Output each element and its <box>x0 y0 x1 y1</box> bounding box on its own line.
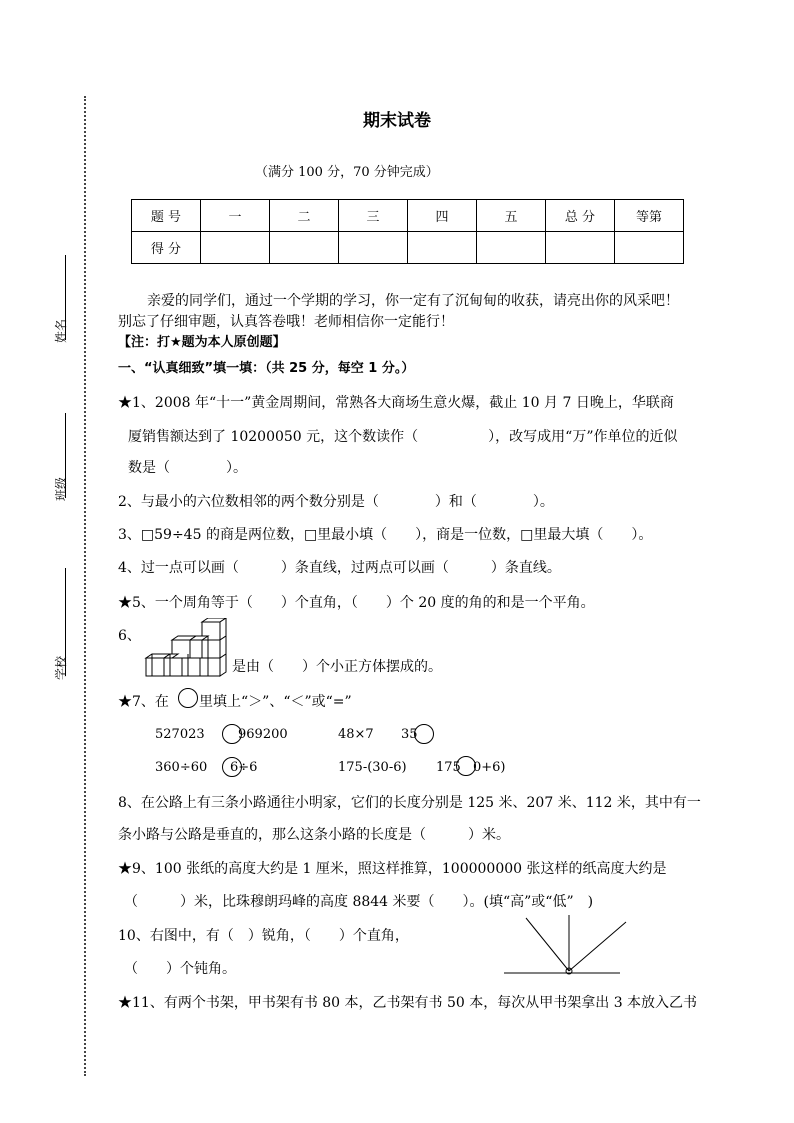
score-input-cell[interactable] <box>201 232 270 264</box>
score-table <box>131 199 684 264</box>
score-input-cell[interactable] <box>615 232 684 264</box>
cube <box>146 658 164 676</box>
cube-side <box>220 654 226 676</box>
q7-r1-c3-left: 35 <box>401 727 418 742</box>
question-9-line-1: ★9、100 张纸的高度大约是 1 厘米，照这样推算，100000000 张这样的纸高度大约是 <box>118 861 667 877</box>
question-10-line-1: 10、右图中，有（ ）锐角，（ ）个直角， <box>118 928 409 944</box>
score-input-cell[interactable] <box>408 232 477 264</box>
table-cell: 二 <box>270 200 339 232</box>
score-table-score-row <box>132 232 684 264</box>
binding-dotted-line <box>84 96 86 1076</box>
angle-figure <box>500 912 666 978</box>
school-field[interactable] <box>40 568 80 708</box>
compare-circle-answer[interactable] <box>414 724 434 744</box>
page-subtitle: （满分 100 分，70 分钟完成） <box>255 165 439 180</box>
intro-line-1: 亲爱的同学们，通过一个学期的学习，你一定有了沉甸甸的收获，请亮出你的风采吧！ <box>147 293 679 309</box>
ray-left <box>526 918 569 971</box>
question-6-text: 是由（ ）个小正方体摆成的。 <box>232 659 442 675</box>
table-cell: 等第 <box>615 200 684 232</box>
cube <box>182 658 200 676</box>
q7-r1-c2-left: 48×7 <box>338 727 374 742</box>
question-4: 4、过一点可以画（ ）条直线，过两点可以画（ ）条直线。 <box>118 560 561 576</box>
score-input-cell[interactable] <box>339 232 408 264</box>
score-table-header-row <box>132 200 684 232</box>
intro-line-2: 别忘了仔细审题，认真答卷哦！老师相信你一定能行！ <box>118 314 454 330</box>
table-cell: 得 分 <box>132 232 201 264</box>
question-7-prefix: ★7、在 <box>118 694 169 710</box>
table-cell: 总 分 <box>546 200 615 232</box>
question-8-line-1: 8、在公路上有三条小路通往小明家，它们的长度分别是 125 米、207 米、112 米，其中有一 <box>118 795 701 811</box>
q7-r2-c2-left: 175-(30-6) <box>338 760 407 775</box>
q7-r1-c1-right: 969200 <box>238 727 288 742</box>
question-2: 2、与最小的六位数相邻的两个数分别是（ ）和（ ）。 <box>118 494 554 510</box>
question-8-line-2: 条小路与公路是垂直的，那么这条小路的长度是（ ）米。 <box>118 827 510 843</box>
q7-r2-c1-left: 360÷60 <box>155 760 208 775</box>
q7-r1-c1-left: 527023 <box>155 727 205 742</box>
question-3: 3、□59÷45 的商是两位数，□里最小填（ ），商是一位数，□里最大填（ ）。 <box>118 527 653 543</box>
table-cell: 四 <box>408 200 477 232</box>
table-cell: 题 号 <box>132 200 201 232</box>
score-input-cell[interactable] <box>270 232 339 264</box>
question-10-line-2: （ ）个钝角。 <box>124 961 236 977</box>
table-cell: 三 <box>339 200 408 232</box>
question-1-line-1: ★1、2008 年“十一”黄金周期间，常熟各大商场生意火爆，截止 10 月 7 日晚上，华联商 <box>118 395 674 411</box>
cube-stack-figure <box>144 618 230 684</box>
question-5: ★5、一个周角等于（ ）个直角，（ ）个 20 度的角的和是一个平角。 <box>118 595 595 611</box>
cube <box>202 640 220 658</box>
question-9-line-2: （ ）米，比珠穆朗玛峰的高度 8844 米要（ ）。(填“高”或“低” ) <box>124 894 594 910</box>
name-label: 姓名 <box>54 318 68 343</box>
cube <box>200 658 220 676</box>
question-11: ★11、有两个书架，甲书架有书 80 本，乙书架有书 50 本，每次从甲书架拿出 3 本放入乙书 <box>118 995 698 1011</box>
question-1-line-2: 厦销售额达到了 10200050 元，这个数读作（ ），改写成用“万”作单位的近似 <box>128 429 678 445</box>
page-title: 期末试卷 <box>363 111 431 131</box>
table-cell: 一 <box>201 200 270 232</box>
question-7-instruction: 里填上“＞”、“＜”或“=” <box>199 694 352 710</box>
cube <box>164 658 182 676</box>
score-input-cell[interactable] <box>477 232 546 264</box>
score-input-cell[interactable] <box>546 232 615 264</box>
class-label: 班级 <box>54 476 68 501</box>
question-1-line-3: 数是（ ）。 <box>128 460 247 476</box>
school-label: 学校 <box>54 655 68 680</box>
q7-r2-c3-right: 0+6) <box>473 760 506 775</box>
q7-r2-c1-right: 6÷6 <box>230 760 258 775</box>
compare-circle <box>178 688 198 708</box>
name-field[interactable] <box>40 255 80 375</box>
table-cell: 五 <box>477 200 546 232</box>
intro-note: 【注：打★题为本人原创题】 <box>118 335 286 350</box>
section-heading: 一、“认真细致”填一填：（共 25 分，每空 1 分。） <box>118 361 415 376</box>
class-field[interactable] <box>40 413 80 533</box>
q7-r2-c3-left: 175 <box>436 760 461 775</box>
question-6-number: 6、 <box>118 628 141 644</box>
ray-right <box>569 922 626 971</box>
